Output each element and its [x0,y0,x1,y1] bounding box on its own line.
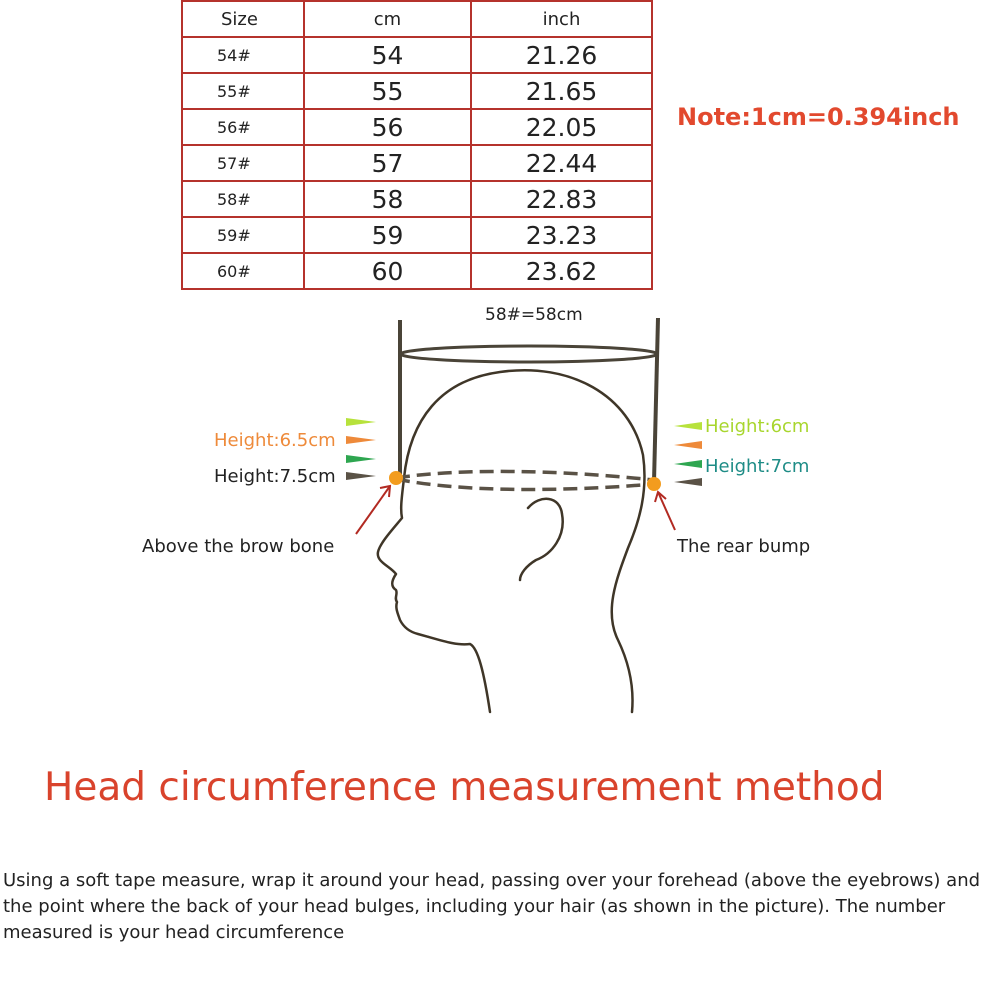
inch-cell: 22.05 [471,109,652,145]
cm-cell: 55 [304,73,471,109]
table-row [182,37,652,73]
front-pointer-arrow [356,486,390,534]
right-height-lime-label: Height:6cm [705,416,810,437]
right-dark-marker [674,478,702,486]
right-green-marker [674,460,702,468]
rear-pointer-arrow [655,492,675,530]
head-outline [404,370,645,712]
top-ring [401,346,657,362]
size-table-header-row [182,1,652,37]
table-row [182,73,652,109]
rear-point-dot [647,477,661,491]
right-orange-marker [674,441,702,449]
cm-column-header: cm [304,1,471,37]
inch-cell: 21.65 [471,73,652,109]
size-cell: 58# [182,181,304,217]
left-dark-marker [346,472,376,480]
right-lime-marker [674,422,702,430]
size-table [181,0,653,290]
table-row [182,109,652,145]
left-green-marker [346,455,376,463]
ring-size-label: 58#=58cm [485,305,583,325]
size-column-header: Size [182,1,304,37]
rear-point-label: The rear bump [677,536,811,557]
size-cell: 54# [182,37,304,73]
left-lime-marker [346,418,376,426]
conversion-note: Note:1cm=0.394inch [677,103,960,131]
size-cell: 57# [182,145,304,181]
table-row [182,181,652,217]
cm-cell: 60 [304,253,471,289]
inch-cell: 22.44 [471,145,652,181]
tape-band-upper [396,471,654,480]
table-row [182,145,652,181]
left-height-dark-label: Height:7.5cm [214,466,336,487]
front-point-label: Above the brow bone [142,536,335,557]
size-cell: 56# [182,109,304,145]
cm-cell: 54 [304,37,471,73]
tape-band-lower [396,479,654,489]
ear [520,499,563,580]
size-cell: 55# [182,73,304,109]
head-measurement-diagram [0,300,1000,740]
size-cell: 60# [182,253,304,289]
inch-cell: 23.23 [471,217,652,253]
cm-cell: 57 [304,145,471,181]
cm-cell: 56 [304,109,471,145]
left-orange-marker [346,436,376,444]
inch-column-header: inch [471,1,652,37]
front-point-dot [389,471,403,485]
inch-cell: 22.83 [471,181,652,217]
right-height-green-label: Height:7cm [705,456,810,477]
instructions-text: Using a soft tape measure, wrap it around your head, passing over your forehead (above the eyebrows) and the point where the back of your head bulges, including your hair (as shown in the picture). The number measured is your head circumference [3,870,981,943]
left-height-orange-label: Height:6.5cm [214,430,336,451]
cm-cell: 58 [304,181,471,217]
inch-cell: 21.26 [471,37,652,73]
page-title: Head circumference measurement method [44,765,885,810]
cm-cell: 59 [304,217,471,253]
right-guide-line [654,318,658,482]
inch-cell: 23.62 [471,253,652,289]
size-cell: 59# [182,217,304,253]
table-row [182,217,652,253]
table-row [182,253,652,289]
face-profile [378,478,490,712]
